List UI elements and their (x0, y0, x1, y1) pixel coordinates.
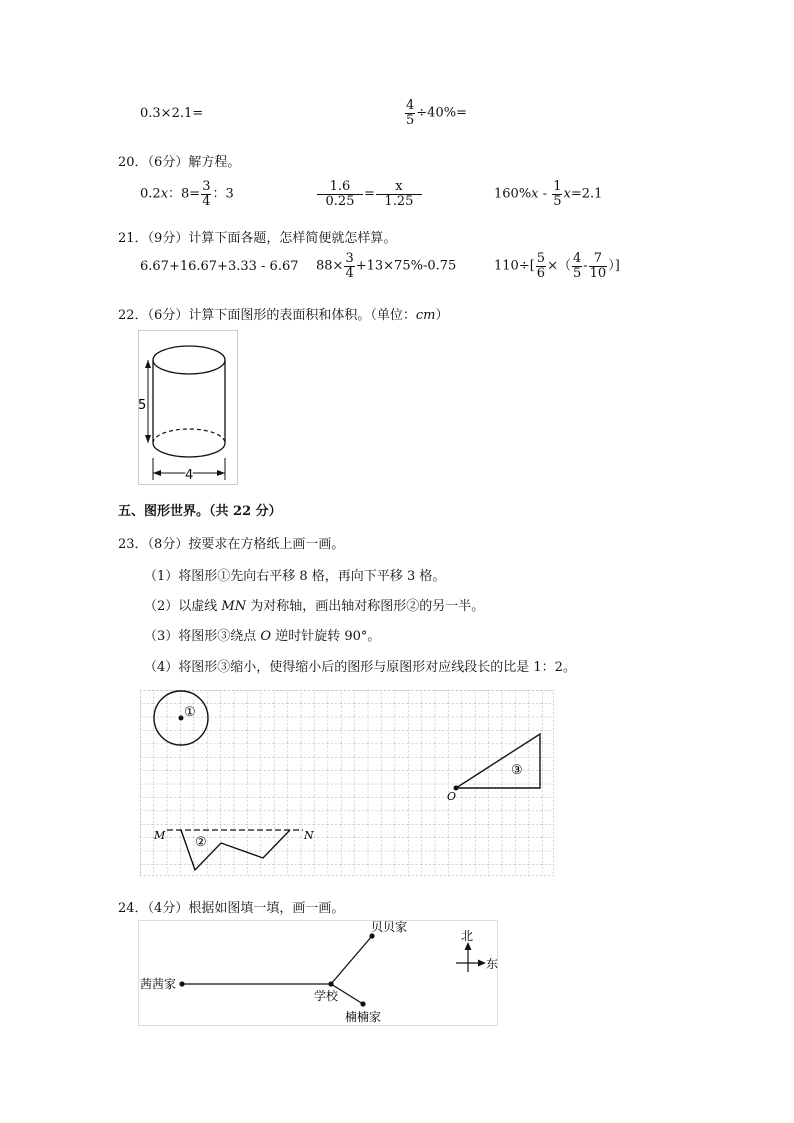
q20-equation-2: $\frac{1.6}{0.25}$ = $\frac{x}{1.25}$ (316, 180, 423, 208)
beibei-home-dot (369, 933, 374, 938)
cylinder-top (153, 346, 225, 374)
q23-item-3: （3）将图形③绕点 O 逆时针旋转 90°。 (144, 629, 381, 644)
section-5-heading: 五、图形世界。（共 22 分） (118, 504, 282, 519)
q19-expr-2: $\frac{4}{5}$ ÷40%= (406, 98, 467, 128)
q24-title: 24．（4分）根据如图填一填，画一画。 (118, 901, 345, 916)
q23-item-2: （2）以虚线 MN 为对称轴，画出轴对称图形②的另一半。 (144, 599, 485, 614)
cylinder-hidden-edge (153, 429, 225, 443)
q20-equation-3: 160%x - $\frac{1}{5}$ x=2.1 (494, 179, 603, 209)
q21-expr-2: 88× $\frac{3}{4}$ +13×75%-0.75 (316, 251, 457, 281)
school-dot (328, 981, 333, 986)
q21-expr-1: 6.67+16.67+3.33 - 6.67 (140, 259, 299, 274)
label-figure-1: ① (184, 705, 196, 720)
fraction: $\frac{4}{5}$ (406, 98, 415, 128)
height-label: 5 (138, 398, 147, 413)
q23-title: 23．（8分）按要求在方格纸上画一画。 (118, 537, 345, 552)
label-o: O (447, 790, 457, 803)
q22-title: 22．（6分）计算下面图形的表面积和体积。（单位：cm） (118, 308, 449, 323)
label-beibei-home: 贝贝家 (371, 920, 408, 934)
label-nannan-home: 楠楠家 (345, 1010, 382, 1024)
label-school: 学校 (314, 989, 339, 1003)
east-arrow-icon (478, 960, 486, 967)
label-m: M (154, 829, 166, 842)
circle-center-dot (179, 716, 184, 721)
diameter-label: 4 (185, 468, 194, 483)
nannan-home-dot (360, 1001, 365, 1006)
q20-title: 20．（6分）解方程。 (118, 155, 241, 170)
q21-expr-3: 110÷[ $\frac{5}{6}$ ×（ $\frac{4}{5}$ - $\frac{7}{10}$ ）] (494, 251, 620, 281)
route-map (138, 920, 498, 1026)
q23-item-4: （4）将图形③缩小，使得缩小后的图形与原图形对应线段长的比是 1：2。 (144, 660, 576, 675)
north-arrow-icon (465, 942, 472, 950)
label-east: 东 (486, 957, 498, 971)
label-n: N (304, 829, 314, 842)
q21-title: 21．（9分）计算下面各题，怎样简便就怎样算。 (118, 231, 397, 246)
cylinder-bottom (153, 443, 225, 457)
q20-equation-1: 0.2x：8= $\frac{3}{4}$ ：3 (140, 179, 234, 209)
q23-item-1: （1）将图形①先向右平移 8 格，再向下平移 3 格。 (144, 569, 446, 584)
label-figure-3: ③ (511, 763, 523, 778)
label-qianqian-home: 茜茜家 (140, 977, 177, 991)
q19-expr-1: 0.3×2.1= (140, 106, 204, 121)
qianqian-home-dot (179, 981, 184, 986)
cylinder-diagram (138, 330, 238, 485)
label-figure-2: ② (195, 835, 207, 850)
label-north: 北 (461, 929, 474, 943)
grid-paper (140, 690, 554, 876)
